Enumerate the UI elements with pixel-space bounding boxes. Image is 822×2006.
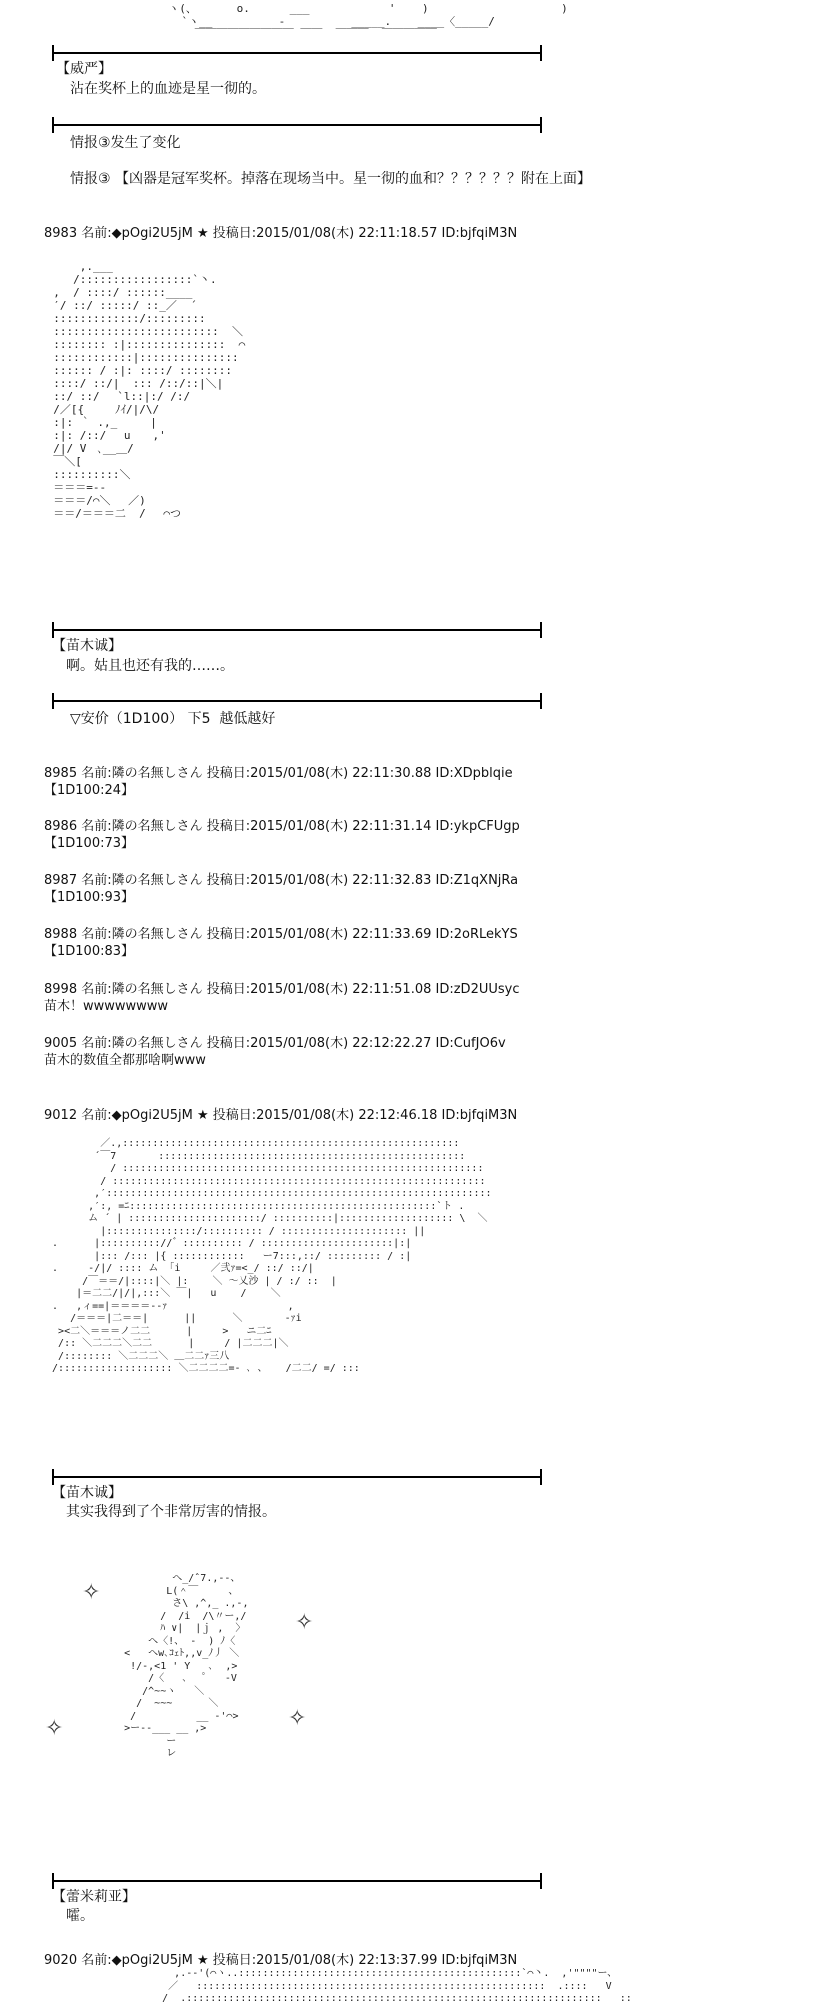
dialogue-line: 啊。姑且也还有我的……。 [66, 658, 234, 674]
ascii-art-remilia: へ_/ˆ7.,--、 L(＾￣ 、 さ\ ,^,_ .,-, / /i /\〃ー,/ ﾊ ∨| |ｊ , 〉 へ〈!、 - ) ﾉ〈 < へw､ｺｪﾄ,,v_ﾉ丿 ＼ !/-,<1 ' Y ､ ,> /〈 ､ ﾟ -V /^~~ヽ ＼ / ~~~ ＼ / __ -'⌒> >ー--___ __ ,> ー レ [124, 1573, 249, 1759]
post-header: 9020 名前:◆pOgi2U5jM ★ 投稿日:2015/01/08(木) 22:13:37.99 ID:bjfqiM3N [44, 1953, 518, 1968]
info-line: 情报③ 【凶器是冠军奖杯。掉落在现场当中。星一彻的血和？？？？？？附在上面】 [70, 171, 591, 187]
response-body: 苗木的数值全都那啥啊www [44, 1053, 206, 1068]
response-header: 8988 名前:隣の名無しさん 投稿日:2015/01/08(木) 22:11:33.69 ID:2oRLekYS [44, 927, 518, 942]
speaker-label: 【蕾米莉亚】 [52, 1889, 136, 1905]
response-header: 8987 名前:隣の名無しさん 投稿日:2015/01/08(木) 22:11:32.83 ID:Z1qXNjRa [44, 873, 519, 888]
speaker-label: 【苗木诚】 [52, 638, 122, 654]
ascii-art-top-fragment: ヽ(、 o. ___ ' ) ) `ヽ__ - _____. ____〈_____/ ￣￣￣￣￣￣￣￣￣ ￣￣ ￣￣￣ ￣￣￣￣￣ [168, 2, 568, 41]
speaker-label: 【苗木诚】 [52, 1485, 122, 1501]
scene-divider [52, 1880, 542, 1882]
post-header: 8983 名前:◆pOgi2U5jM ★ 投稿日:2015/01/08(木) 22:11:18.57 ID:bjfqiM3N [44, 226, 518, 241]
response-header: 8986 名前:隣の名無しさん 投稿日:2015/01/08(木) 22:11:31.14 ID:ykpCFUgp [44, 819, 520, 834]
ascii-art-naegi: ,.___ /:::::::::::::::::`丶. , / ::::/ ::::::____ ′/ ::/ :::::/ ::_／ ´ :::::::::::::/::::::::: ::::::::::::::::::::::::: ＼ :::::::: :|::::::::::::::: ⌒ ::::::::::::|::::::::::::::: :::::: / :|: ::::/ :::::::: ::::/ ::/| ::: /::/::|＼| ::/ ::/ `l::|:/ /:/ /／[{ ﾉｲ/|/\/ :|: ｀ .,_ | :|: /::/ u ,' /|/ V ､__＿/ ￣＼[ ::::::::::＼ ＝＝＝=-- ＝＝＝/⌒＼ ／) ＝＝/＝＝＝二 / ⌒つ [53, 260, 246, 520]
sparkle-icon: ✧ [45, 1716, 64, 1741]
dice-prompt: ▽安价（1D100） 下5 越低越好 [70, 711, 276, 727]
response-body: 苗木！wwwwwwww [44, 999, 169, 1014]
ascii-art-bottom-fragment: ,.--'(⌒ヽ..:::::::::::::::::::::::::::::::::::::::::::::::`⌒丶. ,'""""ー、 ／ :::::::::::::::::::::::::::::::::::::::::::::::::::::::::: .:::: V / .::::::::::::::::::::::::::::::::::::::::::::::::::::::::::::::::::::: :: [162, 1968, 632, 2004]
response-header: 8985 名前:隣の名無しさん 投稿日:2015/01/08(木) 22:11:30.88 ID:XDpblqie [44, 766, 513, 781]
scene-divider [52, 629, 542, 631]
scene-divider [52, 52, 542, 54]
scene-divider [52, 1476, 542, 1478]
response-header: 8998 名前:隣の名無しさん 投稿日:2015/01/08(木) 22:11:51.08 ID:zD2UUsyc [44, 982, 520, 997]
dialogue-line: 其实我得到了个非常厉害的情报。 [66, 1504, 276, 1520]
response-body: 【1D100:73】 [44, 836, 135, 851]
scene-divider [52, 700, 542, 702]
sparkle-icon: ✧ [288, 1706, 307, 1731]
post-header: 9012 名前:◆pOgi2U5jM ★ 投稿日:2015/01/08(木) 22:12:46.18 ID:bjfqiM3N [44, 1108, 518, 1123]
dialogue-line: 沾在奖杯上的血迹是星一彻的。 [70, 81, 266, 97]
response-header: 9005 名前:隣の名無しさん 投稿日:2015/01/08(木) 22:12:22.27 ID:CufJO6v [44, 1036, 506, 1051]
response-body: 【1D100:24】 [44, 783, 135, 798]
speaker-label: 【威严】 [56, 61, 112, 77]
ascii-art-naegi-thinking: ／.,:::::::::::::::::::::::::::::::::::::::::::::::::::::::: ´￣7 ::::::::::::::::::::::::::::::::::::::::::::::::::: / :::::::::::::::::::::::::::::::::::::::::::::::::::::::::::: / :::::::::::::::::::::::::::::::::::::::::::::::::::::::::::::: ,′:::::::::::::::::::::::::::::::::::::::::::::::::::::::::::::::: ,′:, =ﾆ:::::::::::::::::::::::::::::::::::::::::::::::::::`ト . ム ´ | ::::::::::::::::::::::/ ::::::::::|::::::::::::::::::: \ ＼ |:::::::::::::::/:::::::::: / ::::::::::::::::::::: || . |:::::::::://゛:::::::::: / ::::::::::::::::::::::|:| |::: /::: |{ :::::::::::: ー7:::,::/ ::::::::: / :| . -/|/ :::: ム 「i ／弐ｧ=<_/ ::/ ::/| /￣＝＝/|::::|＼ |: ＼ 〜乂沙 | / :/ :: | |＝二二/|/|,:::＼ ￣| u / ＼ . ,ィ==|＝＝＝＝--ｧ , /＝＝＝|二＝＝| || ＼ -ｧi ><二＼＝＝＝ノ二二 | > ニ二ﾆ /:: ＼二二二＼二二 | / |二二二|＼ /:::::::: ＼二二二＼ ＿二二ｧ三八 /::::::::::::::::::: ＼二二二二=- ､ 、 /二二/ =/ ::: [52, 1138, 492, 1374]
scene-divider [52, 124, 542, 126]
sparkle-icon: ✧ [295, 1610, 314, 1635]
info-line: 情报③发生了变化 [70, 135, 181, 151]
response-body: 【1D100:83】 [44, 944, 135, 959]
dialogue-line: 嚯。 [66, 1908, 94, 1924]
response-body: 【1D100:93】 [44, 890, 135, 905]
sparkle-icon: ✧ [82, 1580, 101, 1605]
